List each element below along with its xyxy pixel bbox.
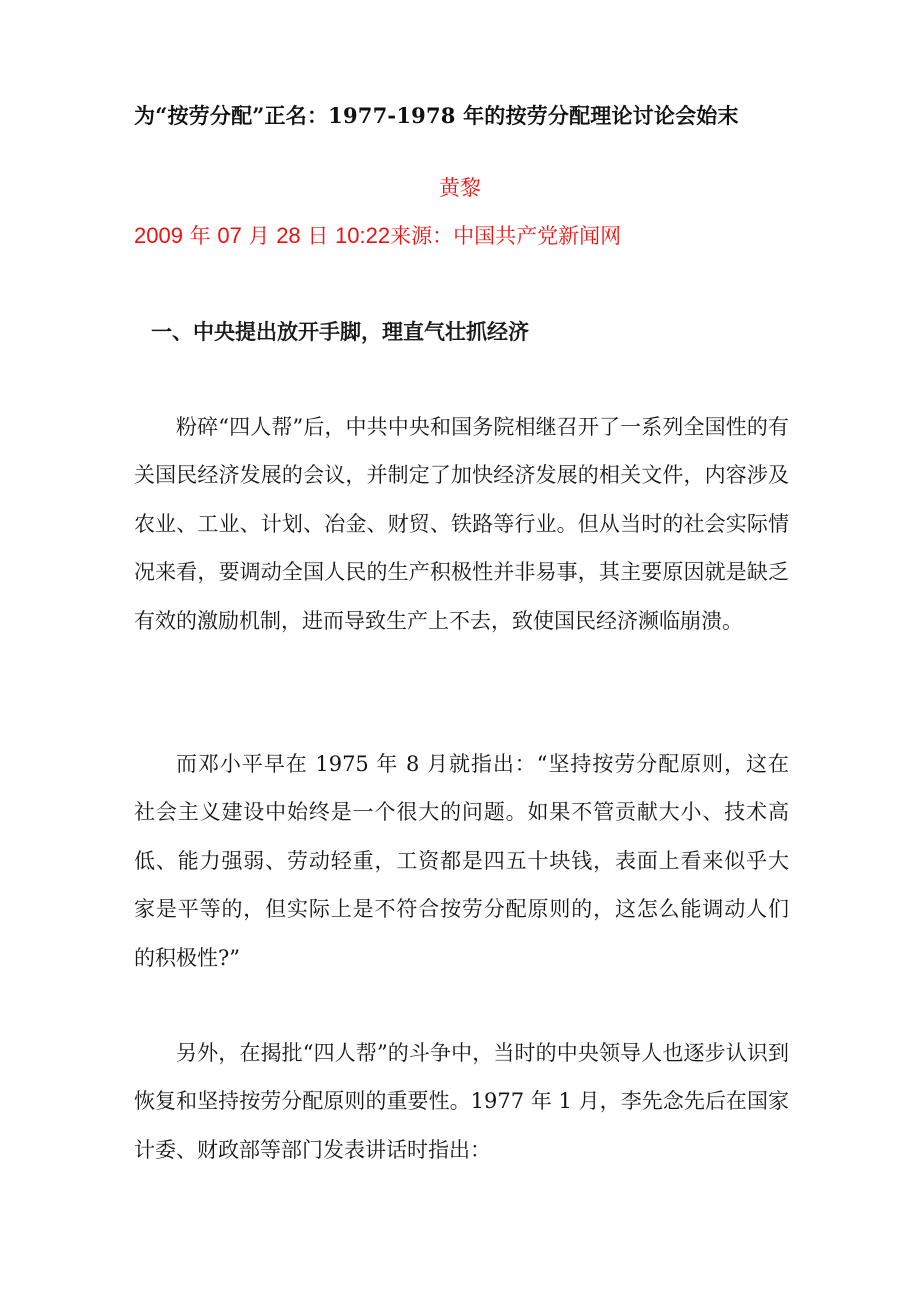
article-title: 为“按劳分配”正名：1977-1978 年的按劳分配理论讨论会始末 bbox=[134, 103, 739, 128]
article-author: 黄黎 bbox=[439, 176, 481, 200]
meta-source: 来源：中国共产党新闻网 bbox=[390, 224, 622, 248]
paragraph: 粉碎“四人帮”后，中共中央和国务院相继召开了一系列全国性的有关国民经济发展的会议，并制定了加快经济发展的相关文件，内容涉及农业、工业、计划、冶金、财贸、铁路等行业。但从当时的社会实际情况来看，要调动全国人民的生产积极性并非易事，其主要原因就是缺乏有效的激励机制，进而导致生产上不去，致使国民经济濒临崩溃。 bbox=[134, 415, 789, 633]
paragraph: 而邓小平早在 1975 年 8 月就指出：“坚持按劳分配原则，这在 社会主义建设中始终是一个很大的问题。如果不管贡献大小、技术高 低、能力强弱、劳动轻重，工资都是四五十块钱，表面上看来似乎大 家是平等的，但实际上是不符合按劳分配原则的，这怎么能调动人们 的积极性?” bbox=[134, 752, 789, 970]
meta-day: 28 bbox=[276, 223, 301, 248]
meta-year: 2009 bbox=[134, 223, 183, 248]
paragraph: 另外，在揭批“四人帮”的斗争中，当时的中央领导人也逐步认识到恢复和坚持按劳分配原则的重要性。1977 年 1 月，李先念先后在国家计委、财政部等部门发表讲话时指出： bbox=[134, 1041, 789, 1162]
article-meta bbox=[134, 220, 834, 252]
meta-time: 10:22 bbox=[335, 223, 391, 248]
meta-year-unit: 年 bbox=[189, 224, 211, 248]
meta-month: 07 bbox=[217, 223, 242, 248]
meta-month-unit: 月 bbox=[248, 224, 270, 248]
section-heading: 一、中央提出放开手脚，理直气壮抓经济 bbox=[151, 319, 529, 344]
meta-day-unit: 日 bbox=[307, 224, 329, 248]
